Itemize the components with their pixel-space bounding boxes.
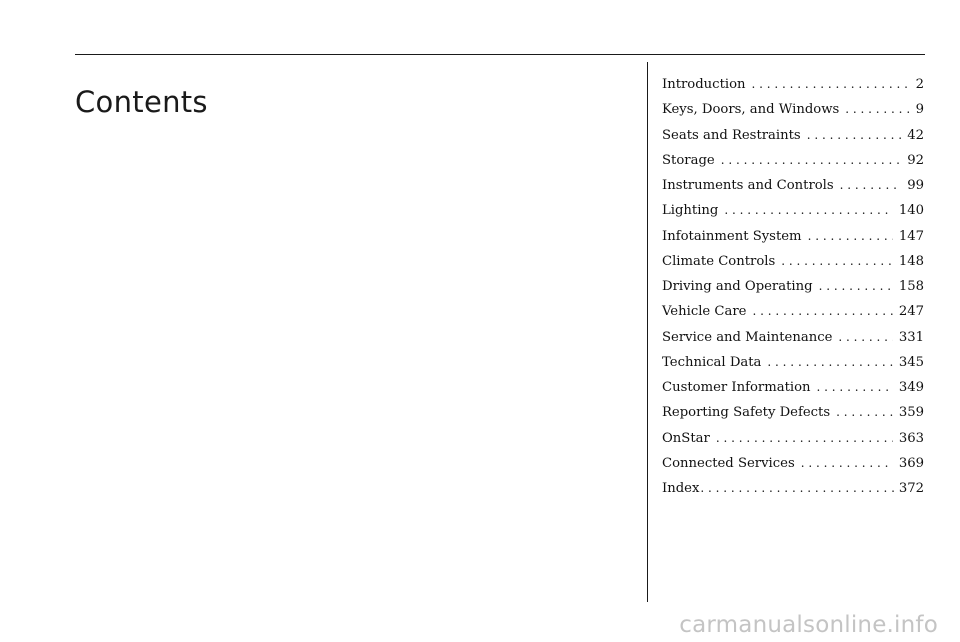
toc-leader-dots [836,400,893,425]
toc-entry[interactable] [662,426,924,451]
toc-entry[interactable] [662,97,924,122]
toc-entry-page: 349 [898,380,924,395]
toc-entry-label: Index [662,481,700,496]
toc-leader-dots [807,123,902,148]
toc-entry-label: Driving and Operating [662,279,813,294]
header-rule [75,54,925,55]
toc-entry-label: Reporting Safety Defects [662,405,831,421]
toc-entry-page: 148 [898,253,924,269]
column-divider [647,62,648,602]
table-of-contents [662,72,924,501]
toc-entry-label: Lighting [662,203,719,219]
toc-entry-page: 247 [898,304,924,320]
toc-entry-page: 158 [898,279,924,294]
toc-entry[interactable] [662,476,924,501]
toc-leader-dots [845,97,909,122]
toc-entry-label: Customer Information [662,380,811,395]
toc-leader-dots [819,274,893,299]
toc-entry[interactable] [662,325,924,350]
toc-leader-dots [781,249,893,274]
toc-entry-label: Introduction [662,77,746,92]
toc-entry-label: Instruments and Controls [662,178,834,193]
page-title: Contents [75,85,208,120]
toc-entry[interactable] [662,451,924,476]
toc-entry[interactable] [662,224,924,249]
toc-entry[interactable] [662,123,924,148]
toc-entry-page: 372 [898,481,924,496]
toc-entry-label: Storage [662,152,715,168]
toc-entry-page: 345 [898,354,924,370]
toc-entry-label: Seats and Restraints [662,127,801,143]
toc-entry-page: 359 [898,405,924,421]
toc-entry-label: Keys, Doors, and Windows [662,102,840,118]
toc-entry[interactable] [662,249,924,274]
toc-entry-label: Infotainment System [662,228,802,244]
toc-entry-page: 363 [898,430,924,446]
toc-leader-dots [716,426,893,451]
toc-entry-label: Technical Data [662,354,762,370]
watermark: carmanualsonline.info [679,612,938,638]
toc-entry-label: Vehicle Care [662,304,747,320]
toc-entry[interactable] [662,148,924,173]
toc-leader-dots [801,451,893,476]
toc-entry-label: Service and Maintenance [662,329,833,345]
toc-entry-page: 331 [898,329,924,345]
toc-entry-page: 140 [898,203,924,219]
toc-entry[interactable] [662,299,924,324]
toc-entry-page: 42 [907,127,924,143]
toc-entry-page: 9 [915,102,924,118]
toc-leader-dots [752,72,910,97]
toc-entry-page: 2 [915,77,924,92]
toc-entry-page: 369 [898,455,924,471]
toc-entry[interactable] [662,274,924,299]
toc-leader-dots [753,299,893,324]
toc-entry-page: 92 [907,152,924,168]
toc-entry-label: Climate Controls [662,253,776,269]
toc-leader-dots [840,173,902,198]
toc-leader-dots [808,224,893,249]
toc-entry[interactable] [662,173,924,198]
toc-entry[interactable] [662,198,924,223]
toc-leader-dots [724,198,892,223]
toc-entry-label: Connected Services [662,455,795,471]
toc-entry[interactable] [662,375,924,400]
toc-entry-page: 147 [898,228,924,244]
toc-leader-dots [817,375,893,400]
toc-entry-page: 99 [907,178,924,193]
toc-entry[interactable] [662,350,924,375]
toc-leader-dots [838,325,892,350]
toc-entry[interactable] [662,72,924,97]
toc-leader-dots [721,148,902,173]
toc-leader-dots [700,476,897,501]
toc-entry[interactable] [662,400,924,425]
toc-leader-dots [767,350,892,375]
toc-entry-label: OnStar [662,430,710,446]
